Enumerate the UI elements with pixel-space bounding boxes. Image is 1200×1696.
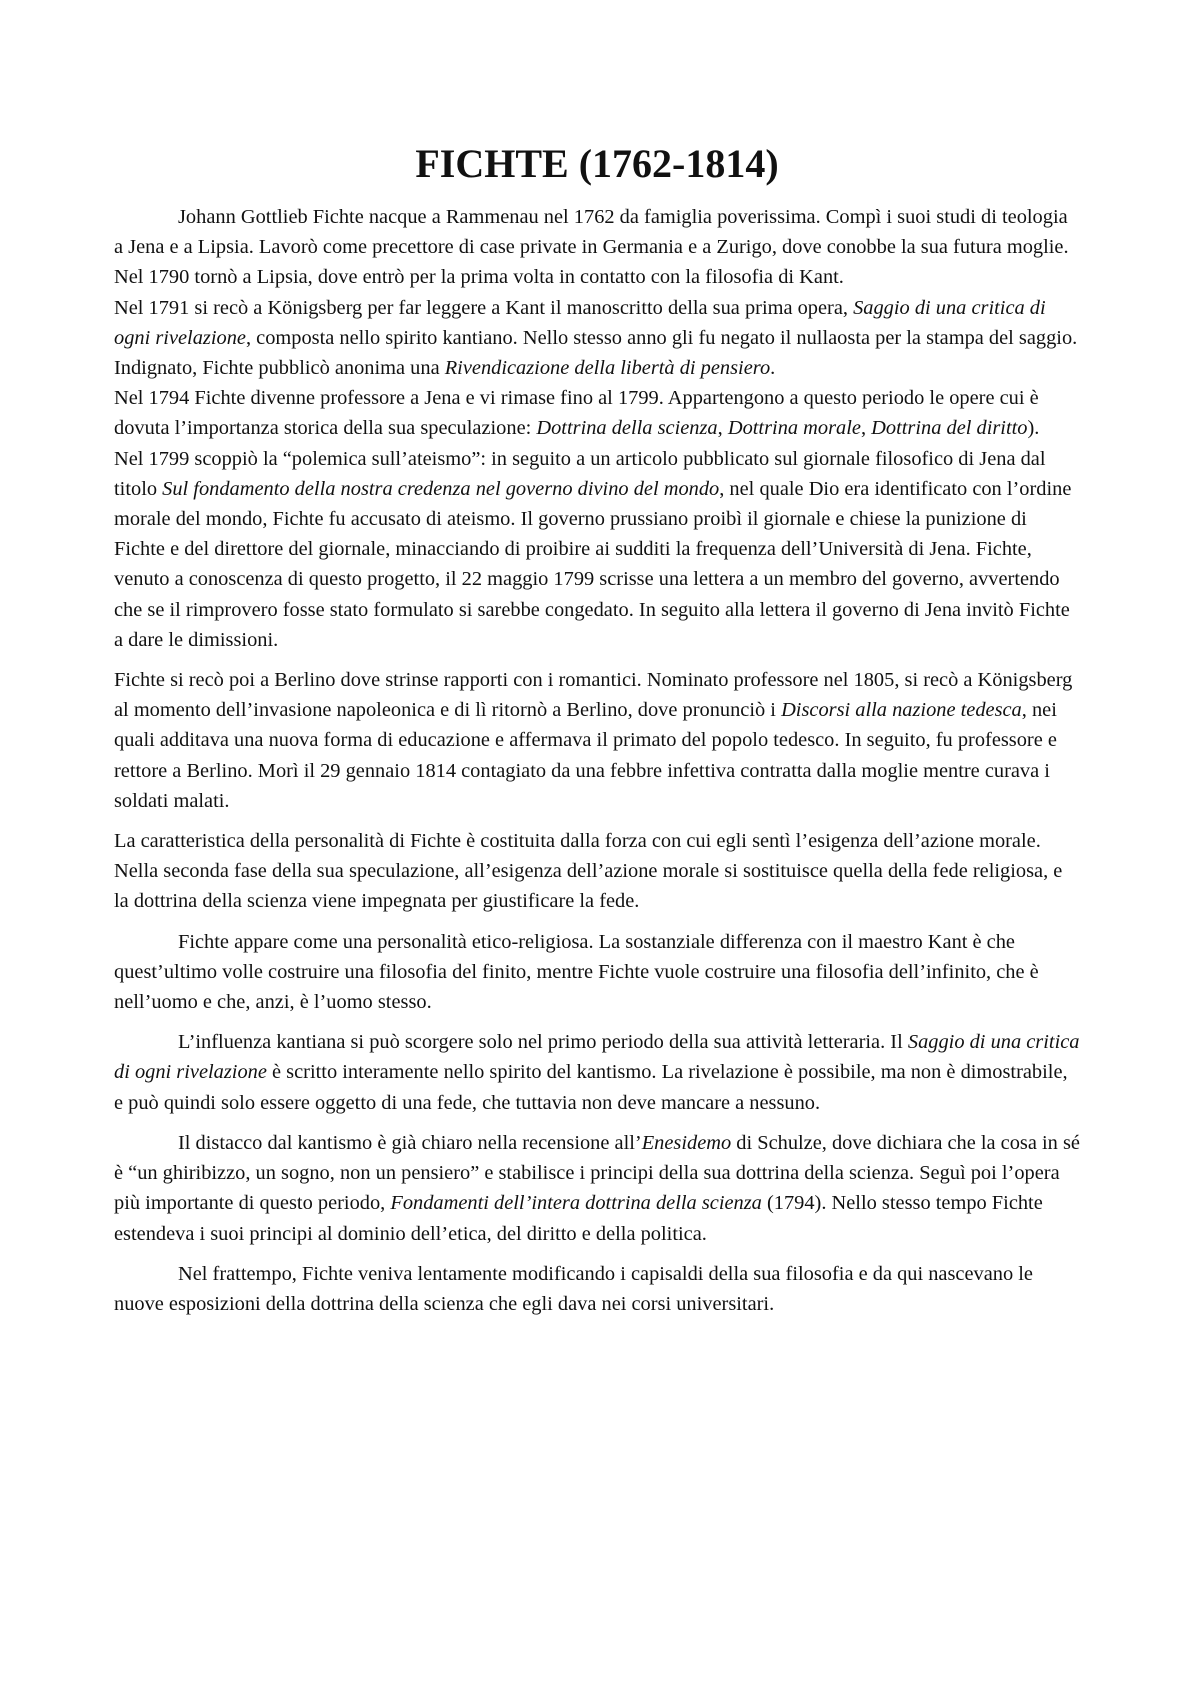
text-run: , composta nello spirito kantiano. Nello stesso anno gli fu negato il nullaosta per la stampa del saggio. Indignato, Fichte pubblicò anonima una	[114, 326, 1078, 380]
article-title-sul-fondamento: Sul fondamento della nostra credenza nel governo divino del mondo	[162, 477, 720, 500]
work-title-saggio: Saggio di una critica di ogni rivelazione	[114, 296, 1046, 349]
work-title-enesidemo: Enesidemo	[641, 1131, 732, 1154]
work-title-dottrina-morale: Dottrina morale	[727, 417, 861, 440]
text-run: Nel 1791 si recò a Königsberg per far leggere a Kant il manoscritto della sua prima opera,	[114, 296, 854, 319]
text-run: ,	[717, 417, 728, 440]
document-title: FICHTE (1762-1814)	[415, 141, 779, 186]
text-run: , nel quale Dio era identificato con l’ordine morale del mondo, Fichte fu accusato di ateismo. Il governo prussiano proibì il giornale e chiese la punizione di Fichte e del direttore del giornale, minacciando di proibire ai sudditi la frequenza dell’Università di Jena. Fichte, venuto a conoscenza di questo progetto, il 22 maggio 1799 scrisse una lettera a un membro del governo, avvertendo che se il rimprovero fosse stato formulato si sarebbe congedato. In seguito alla lettera il governo di Jena invitò Fichte a dare le dimissioni.	[114, 477, 1072, 651]
text-run: è scritto interamente nello spirito del kantismo. La rivelazione è possibile, ma non è dimostrabile, e può quindi solo essere oggetto di una fede, che tuttavia non deve mancare a nessuno.	[114, 1061, 1068, 1114]
text-run: Nel 1799 scoppiò la “polemica sull’ateismo”: in seguito a un articolo pubblicato sul giornale filosofico di Jena dal titolo	[114, 447, 1046, 500]
paragraph-later-developments: Nel frattempo, Fichte veniva lentamente modificando i capisaldi della sua filosofia e da qui nascevano le nuove esposizioni della dottrina della scienza che egli dava nei corsi universitari.	[114, 1262, 1033, 1315]
paragraph-detachment-from-kant	[114, 1128, 1080, 1249]
paragraph-berlin	[114, 665, 1080, 816]
text-run: , nei quali additava una nuova forma di educazione e affermava il primato del popolo tedesco. In seguito, fu professore e rettore a Berlino. Morì il 29 gennaio 1814 contagiato da una febbre infettiva contratta dalla moglie mentre curava i soldati malati.	[114, 699, 1057, 812]
paragraph-kantian-influence	[114, 1027, 1080, 1118]
text-run: ).	[1027, 417, 1040, 440]
work-title-fondamenti: Fondamenti dell’intera dottrina della scienza	[390, 1192, 762, 1215]
paragraph-1794-jena	[114, 383, 1080, 443]
work-title-dottrina-diritto: Dottrina del diritto	[871, 417, 1028, 440]
text-run: .	[770, 357, 776, 380]
text-run: Il distacco dal kantismo è già chiaro nella recensione all’	[178, 1131, 642, 1154]
paragraph-1799-atheism-controversy	[114, 444, 1080, 655]
text-run: Nel 1794 Fichte divenne professore a Jena e vi rimase fino al 1799. Appartengono a questo periodo le opere cui è dovuta l’importanza storica della sua speculazione:	[114, 387, 1039, 440]
text-run: ,	[860, 417, 872, 440]
paragraph-ethical-religious: Fichte appare come una personalità etico-religiosa. La sostanziale differenza con il maestro Kant è che quest’ultimo volle costruire una filosofia del finito, mentre Fichte vuole costruire una filosofia dell’infinito, che è nell’uomo e che, anzi, è l’uomo stesso.	[114, 930, 1039, 1014]
work-title-rivendicazione: Rivendicazione della libertà di pensiero	[444, 357, 771, 380]
text-run: di Schulze, dove dichiara che la cosa in sé è “un ghiribizzo, un sogno, non un pensiero” e stabilisce i principi della sua dottrina della scienza. Seguì poi l’opera più importante di questo periodo,	[114, 1131, 1080, 1215]
work-title-dottrina-scienza: Dottrina della scienza	[536, 417, 718, 440]
document-body	[114, 140, 1080, 1319]
text-run: Fichte si recò poi a Berlino dove strinse rapporti con i romantici. Nominato professore nel 1805, si recò a Königsberg al momento dell’invasione napoleonica e di lì ritornò a Berlino, dove pronunciò i	[114, 669, 1073, 722]
text-run: L’influenza kantiana si può scorgere solo nel primo periodo della sua attività letteraria. Il	[178, 1031, 908, 1054]
work-title-discorsi: Discorsi alla nazione tedesca	[781, 699, 1022, 722]
paragraph-1790-leipzig: Nel 1790 tornò a Lipsia, dove entrò per la prima volta in contatto con la filosofia di Kant.	[114, 266, 844, 289]
work-title-saggio: Saggio di una critica di ogni rivelazione	[114, 1031, 1080, 1084]
paragraph-1791-konigsberg	[114, 293, 1080, 384]
text-run: (1794). Nello stesso tempo Fichte estendeva i suoi principi al dominio dell’etica, del diritto e della politica.	[114, 1192, 1043, 1245]
paragraph-biography-early-life: Johann Gottlieb Fichte nacque a Rammenau nel 1762 da famiglia poverissima. Compì i suoi studi di teologia a Jena e a Lipsia. Lavorò come precettore di case private in Germania e a Zurigo, dove conobbe la sua futura moglie.	[114, 206, 1069, 259]
paragraph-personality: La caratteristica della personalità di Fichte è costituita dalla forza con cui egli sentì l’esigenza dell’azione morale. Nella seconda fase della sua speculazione, all’esigenza dell’azione morale si sostituisce quella della fede religiosa, e la dottrina della scienza viene impegnata per giustificare la fede.	[114, 830, 1063, 913]
